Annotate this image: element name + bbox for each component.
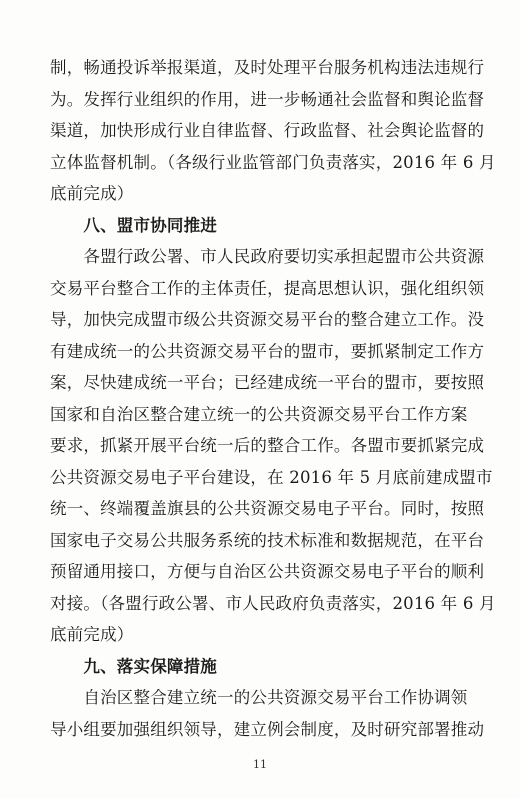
body-line: 国家和自治区整合建立统一的公共资源交易平台工作方案: [50, 404, 468, 424]
section-heading-9: 九、落实保障措施: [50, 656, 217, 676]
section-heading-8: 八、盟市协同推进: [50, 215, 217, 235]
body-line: 为。发挥行业组织的作用，进一步畅通社会监督和舆论监督: [50, 89, 485, 109]
body-line: 底前完成）: [50, 625, 134, 644]
body-line: 对接。（各盟行政公署、市人民政府负责落实，2016 年 6 月: [50, 593, 496, 613]
body-line: 导，加快完成盟市级公共资源交易平台的整合建立工作。没: [50, 310, 485, 329]
body-line: 案，尽快建成统一平台；已经建成统一平台的盟市，要按照: [50, 373, 485, 392]
body-line: 自治区整合建立统一的公共资源交易平台工作协调领: [50, 688, 468, 707]
body-line: 预留通用接口，方便与自治区公共资源交易电子平台的顺利: [50, 562, 485, 581]
body-line: 导小组要加强组织领导，建立例会制度，及时研究部署推动: [50, 719, 485, 739]
body-line: 制，畅通投诉举报渠道，及时处理平台服务机构违法违规行: [50, 58, 485, 77]
body-line: 要求，抓紧开展平台统一后的整合工作。各盟市要抓紧完成: [50, 436, 485, 455]
body-line: 国家电子交易公共服务系统的技术标准和数据规范，在平台: [50, 530, 485, 550]
body-line: 各盟行政公署、市人民政府要切实承担起盟市公共资源: [50, 247, 485, 266]
page-number: 11: [253, 758, 267, 771]
body-line: 底前完成）: [50, 184, 134, 203]
body-line: 交易平台整合工作的主体责任，提高思想认识，强化组织领: [50, 278, 485, 298]
body-line: 有建成统一的公共资源交易平台的盟市，要抓紧制定工作方: [50, 341, 485, 361]
body-line: 立体监督机制。（各级行业监管部门负责落实，2016 年 6 月: [50, 152, 496, 172]
body-line: 渠道，加快形成行业自律监督、行政监督、社会舆论监督的: [50, 121, 485, 140]
body-line: 统一、终端覆盖旗县的公共资源交易电子平台。同时，按照: [50, 499, 485, 518]
body-line: 公共资源交易电子平台建设，在 2016 年 5 月底前建成盟市: [50, 467, 493, 487]
document-body: [50, 52, 496, 745]
